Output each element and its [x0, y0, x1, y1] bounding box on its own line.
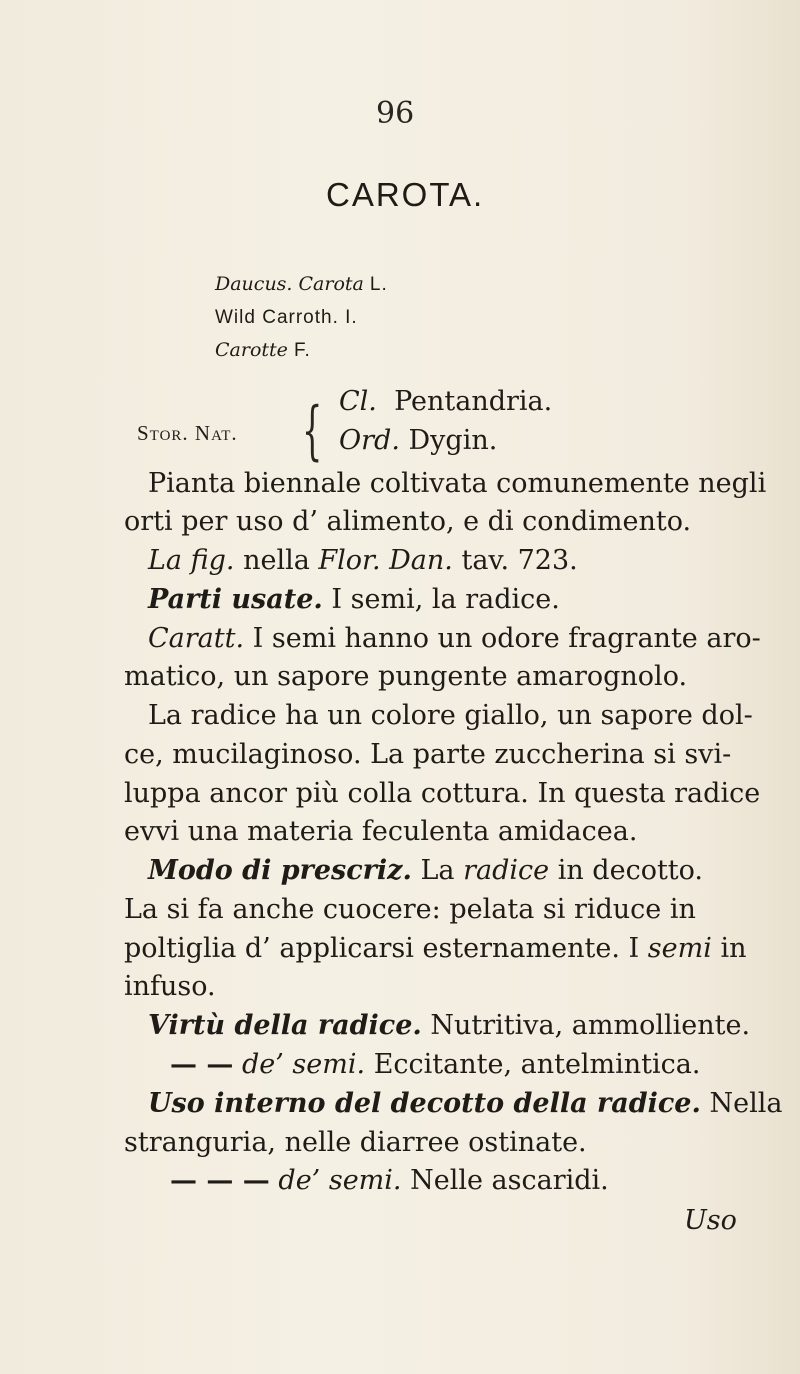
synonym-french: [215, 339, 311, 362]
body-line-15: [148, 1010, 750, 1041]
text-parti-usate: I semi, la radice.: [331, 584, 560, 615]
text-tav: tav. 723.: [461, 545, 578, 576]
heading-uso-interno: Uso interno del decotto della radice.: [148, 1088, 701, 1119]
text-la: La: [420, 855, 455, 886]
body-line-4: [148, 584, 560, 615]
body-line-12: La si fa anche cuocere: pelata si riduce in: [124, 894, 696, 925]
body-line-17: [148, 1088, 782, 1119]
body-line-5: [148, 623, 761, 654]
class-abbr: Cl.: [339, 386, 377, 417]
text-la-fig: La fig.: [148, 545, 235, 576]
ditto-dash-1: — —: [170, 1049, 234, 1080]
synonym-french-name: Carotte: [215, 339, 288, 361]
heading-parti-usate: Parti usate.: [148, 584, 323, 615]
text-flor-dan: Flor. Dan.: [318, 545, 453, 576]
text-semi: semi: [647, 933, 712, 964]
body-line-11: [148, 855, 703, 886]
page-title: CAROTA.: [326, 176, 485, 213]
text-poltiglia: poltiglia d’ applicarsi esternamente. I: [124, 933, 640, 964]
text-de-semi-1: Eccitante, antelmintica.: [373, 1049, 701, 1080]
text-nella: Nella: [709, 1088, 783, 1119]
body-line-14: infuso.: [124, 971, 216, 1002]
body-line-19: [170, 1165, 609, 1196]
page-number: 96: [376, 96, 415, 131]
brace-glyph: {: [302, 394, 323, 468]
synonym-latin: [215, 273, 388, 296]
synonym-english-name: Wild Carroth.: [215, 307, 339, 328]
text-in: in: [720, 933, 747, 964]
body-line-18: stranguria, nelle diarree ostinate.: [124, 1127, 587, 1158]
body-line-9: luppa ancor più colla cottura. In questa radice: [124, 778, 761, 809]
body-line-6: matico, un sapore pungente amarognolo.: [124, 661, 688, 692]
class-value: Pentandria.: [394, 386, 553, 417]
text-in-decotto: in decotto.: [557, 855, 704, 886]
synonym-english: [215, 307, 358, 329]
order-abbr: Ord.: [339, 425, 400, 456]
heading-caratt: Caratt.: [148, 623, 245, 654]
text-radice: radice: [463, 855, 550, 886]
body-line-13: [124, 933, 746, 964]
body-line-8: ce, mucilaginoso. La parte zuccherina si svi-: [124, 739, 732, 770]
synonym-latin-name: Daucus. Carota: [215, 273, 364, 295]
catchword: Uso: [684, 1205, 737, 1236]
body-line-3: [148, 545, 578, 576]
heading-de-semi-2: de’ semi.: [278, 1165, 402, 1196]
ditto-dash-2: — — —: [170, 1165, 270, 1196]
heading-de-semi-1: de’ semi.: [242, 1049, 366, 1080]
synonym-latin-author: L.: [369, 274, 388, 295]
heading-modo-di-prescriz: Modo di prescriz.: [148, 855, 412, 886]
text-nella: nella: [243, 545, 310, 576]
body-line-2: orti per uso d’ alimento, e di condimento.: [124, 506, 692, 537]
synonym-english-author: I.: [345, 307, 358, 328]
classification-class: [339, 386, 552, 417]
body-line-7: La radice ha un colore giallo, un sapore dol-: [148, 700, 753, 731]
body-line-10: evvi una materia feculenta amidacea.: [124, 816, 638, 847]
text-virtu: Nutritiva, ammolliente.: [430, 1010, 751, 1041]
body-line-1: Pianta biennale coltivata comunemente negli: [148, 468, 767, 499]
heading-virtu: Virtù della radice.: [148, 1010, 422, 1041]
text-caratt: I semi hanno un odore fragrante aro-: [252, 623, 761, 654]
classification-label: Stor. Nat.: [137, 421, 238, 445]
text-de-semi-2: Nelle ascaridi.: [410, 1165, 609, 1196]
synonym-french-author: F.: [293, 340, 311, 361]
body-line-16: [170, 1049, 700, 1080]
order-value: Dygin.: [408, 425, 498, 456]
classification-order: [339, 425, 497, 456]
